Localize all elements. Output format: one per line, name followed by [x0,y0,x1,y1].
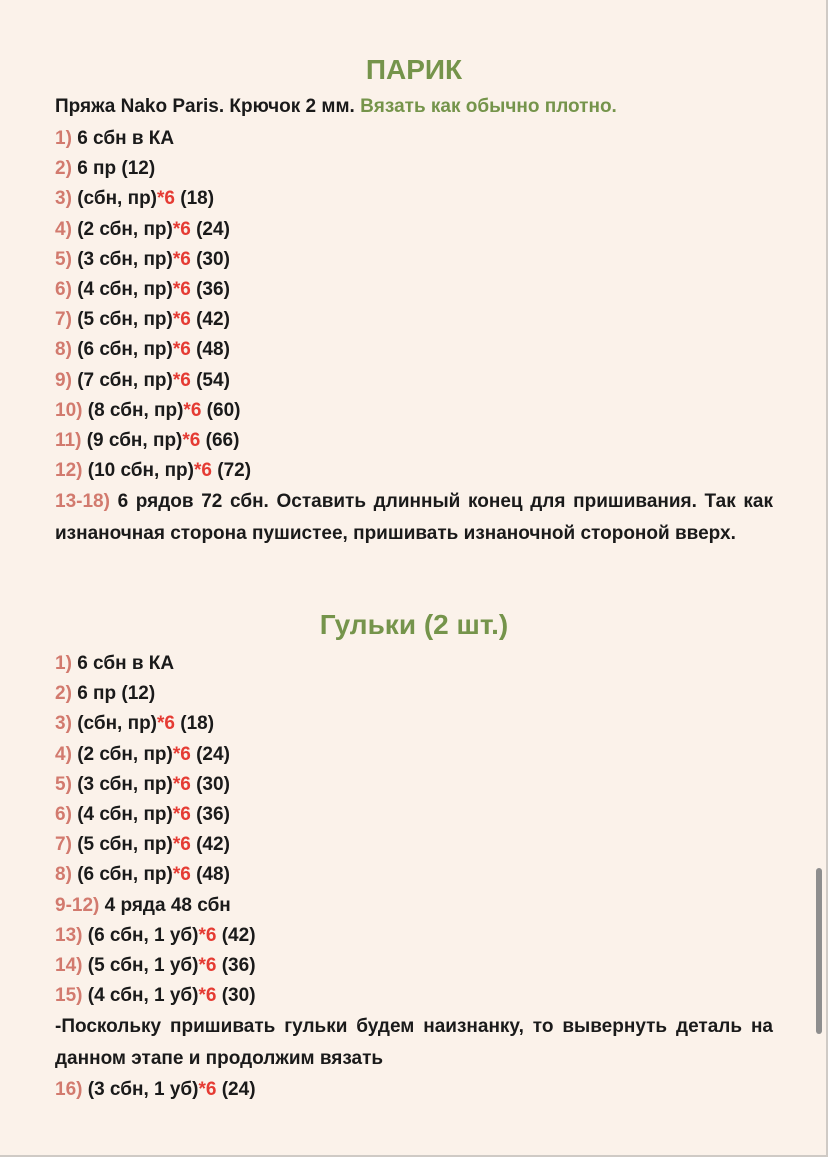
row-count: (36) [190,803,230,825]
row-instruction: 6 пр (12) [77,683,156,705]
row-instruction: (4 сбн, пр) [77,803,173,825]
row-number: 5) [55,773,72,795]
row-number: 5) [55,248,72,270]
row-count: (24) [216,1079,256,1101]
row-number: 16) [55,1079,83,1101]
row-number: 2) [55,683,72,705]
row-count: (18) [174,713,215,735]
row-instruction: (7 сбн, пр) [77,369,173,391]
row-count: (30) [190,248,230,270]
turn-inside-out-note: -Поскольку пришивать гульки будем наизнанку, то вывернуть деталь на данном этапе и продолжим вязать [55,1016,773,1070]
row-multiplier: *6 [172,369,191,391]
pattern-row [55,981,773,1011]
row-instruction: (3 сбн, пр) [77,773,173,795]
row-number: 3) [55,188,72,210]
row-count: (66) [200,429,240,451]
pattern-row [55,679,773,709]
row-number: 11) [55,429,82,451]
row-number: 1) [55,653,72,674]
row-count: (42) [190,309,230,331]
row-count: (36) [190,278,230,300]
row-multiplier: *6 [172,218,191,240]
row-instruction: (6 сбн, пр) [77,339,173,361]
pattern-row [55,245,773,275]
pattern-row [55,396,773,426]
row-instruction: (5 сбн, пр) [77,834,173,856]
pattern-row [55,124,773,154]
row-count: (30) [216,985,256,1007]
pattern-row [55,921,773,951]
bun-rows [55,649,773,1105]
row-count: (24) [190,743,230,765]
yarn-hook-info: Пряжа Nako Paris. Крючок 2 мм. [55,96,355,117]
row-number: 8) [55,864,72,886]
row-multiplier: *6 [172,743,191,765]
row-number: 14) [55,954,83,976]
pattern-row [55,366,773,396]
pattern-row [55,305,773,335]
row-instruction: 6 сбн в КА [77,653,175,674]
row-number: 7) [55,309,72,331]
row-multiplier: *6 [183,399,202,421]
pattern-row [55,426,773,456]
row-instruction: 6 пр (12) [77,158,156,180]
pattern-row [55,1075,773,1105]
intro-line [55,96,617,118]
row-instruction: 4 ряда 48 сбн [104,894,231,916]
row-number: 13-18) [55,491,110,513]
pattern-row [55,184,773,214]
row-count: (54) [190,369,230,391]
row-count: (42) [190,834,230,856]
row-instruction: (8 сбн, пр) [87,399,184,421]
row-multiplier: *6 [198,985,217,1007]
row-number: 9-12) [55,894,100,916]
row-number: 6) [55,278,72,300]
pattern-row [55,951,773,981]
pattern-row [55,215,773,245]
row-number: 2) [55,158,72,180]
row-instruction: (2 сбн, пр) [77,218,173,240]
row-instruction: (4 сбн, пр) [77,278,173,300]
row-instruction: (5 сбн, пр) [77,309,173,331]
row-number: 6) [55,803,72,825]
pattern-row [55,154,773,184]
row-instruction: (2 сбн, пр) [77,743,173,765]
row-multiplier: *6 [172,278,191,300]
row-multiplier: *6 [172,773,191,795]
row-number: 15) [55,985,83,1007]
row-multiplier: *6 [172,834,191,856]
section-title-buns: Гульки (2 шт.) [319,609,509,640]
row-count: (72) [211,460,252,482]
row-multiplier: *6 [172,248,191,270]
row-multiplier: *6 [157,713,175,735]
row-instruction: (5 сбн, 1 уб) [87,954,199,976]
row-instruction: (3 сбн, пр) [77,248,173,270]
row-count: (36) [216,954,256,976]
row-instruction: (4 сбн, 1 уб) [87,985,199,1007]
row-multiplier: *6 [182,429,201,451]
pattern-row [55,456,773,486]
row-count: (30) [190,773,230,795]
row-number: 12) [55,460,83,482]
pattern-row [55,709,773,739]
row-instruction: 6 сбн в КА [77,128,175,149]
row-count: (24) [190,218,230,240]
pattern-row [55,770,773,800]
row-multiplier: *6 [172,864,191,886]
row-number: 8) [55,339,72,361]
pattern-row [55,740,773,770]
row-count: (42) [216,924,256,946]
row-multiplier: *6 [172,803,191,825]
row-multiplier: *6 [172,309,191,331]
pattern-row [55,275,773,305]
row-instruction: (сбн, пр) [77,713,158,735]
pattern-row [55,335,773,365]
pattern-row [55,860,773,890]
row-number: 1) [55,128,72,149]
row-number: 4) [55,218,72,240]
row-multiplier: *6 [198,924,217,946]
knitting-note: Вязать как обычно плотно. [360,96,617,117]
row-multiplier: *6 [198,1079,217,1101]
final-rows-paragraph [55,486,773,550]
pattern-row [55,649,773,679]
row-instruction: (9 сбн, пр) [86,429,183,451]
row-instruction: (10 сбн, пр) [87,460,194,482]
row-multiplier: *6 [172,339,191,361]
row-instruction: (3 сбн, 1 уб) [87,1079,199,1101]
row-instruction: (сбн, пр) [77,188,158,210]
row-count: (18) [174,188,215,210]
row-number: 10) [55,399,83,421]
final-instruction: 6 рядов 72 сбн. Оставить длинный конец для пришивания. Так как изнаночная сторона пушистее, пришивать изнаночной стороной вверх. [55,491,773,545]
pattern-row [55,800,773,830]
row-number: 13) [55,924,83,946]
row-instruction: (6 сбн, пр) [77,864,173,886]
pattern-row [55,830,773,860]
row-multiplier: *6 [157,188,175,210]
row-count: (48) [190,864,230,886]
row-count: (60) [201,399,241,421]
wig-rows [55,124,773,550]
vertical-scrollbar[interactable] [816,868,822,1034]
row-number: 4) [55,743,72,765]
row-number: 9) [55,369,72,391]
pattern-row [55,891,773,921]
row-multiplier: *6 [194,460,212,482]
row-number: 7) [55,834,72,856]
row-multiplier: *6 [198,954,217,976]
row-number: 3) [55,713,72,735]
section-title-wig: ПАРИК [365,54,463,85]
row-count: (48) [190,339,230,361]
row-instruction: (6 сбн, 1 уб) [87,924,199,946]
